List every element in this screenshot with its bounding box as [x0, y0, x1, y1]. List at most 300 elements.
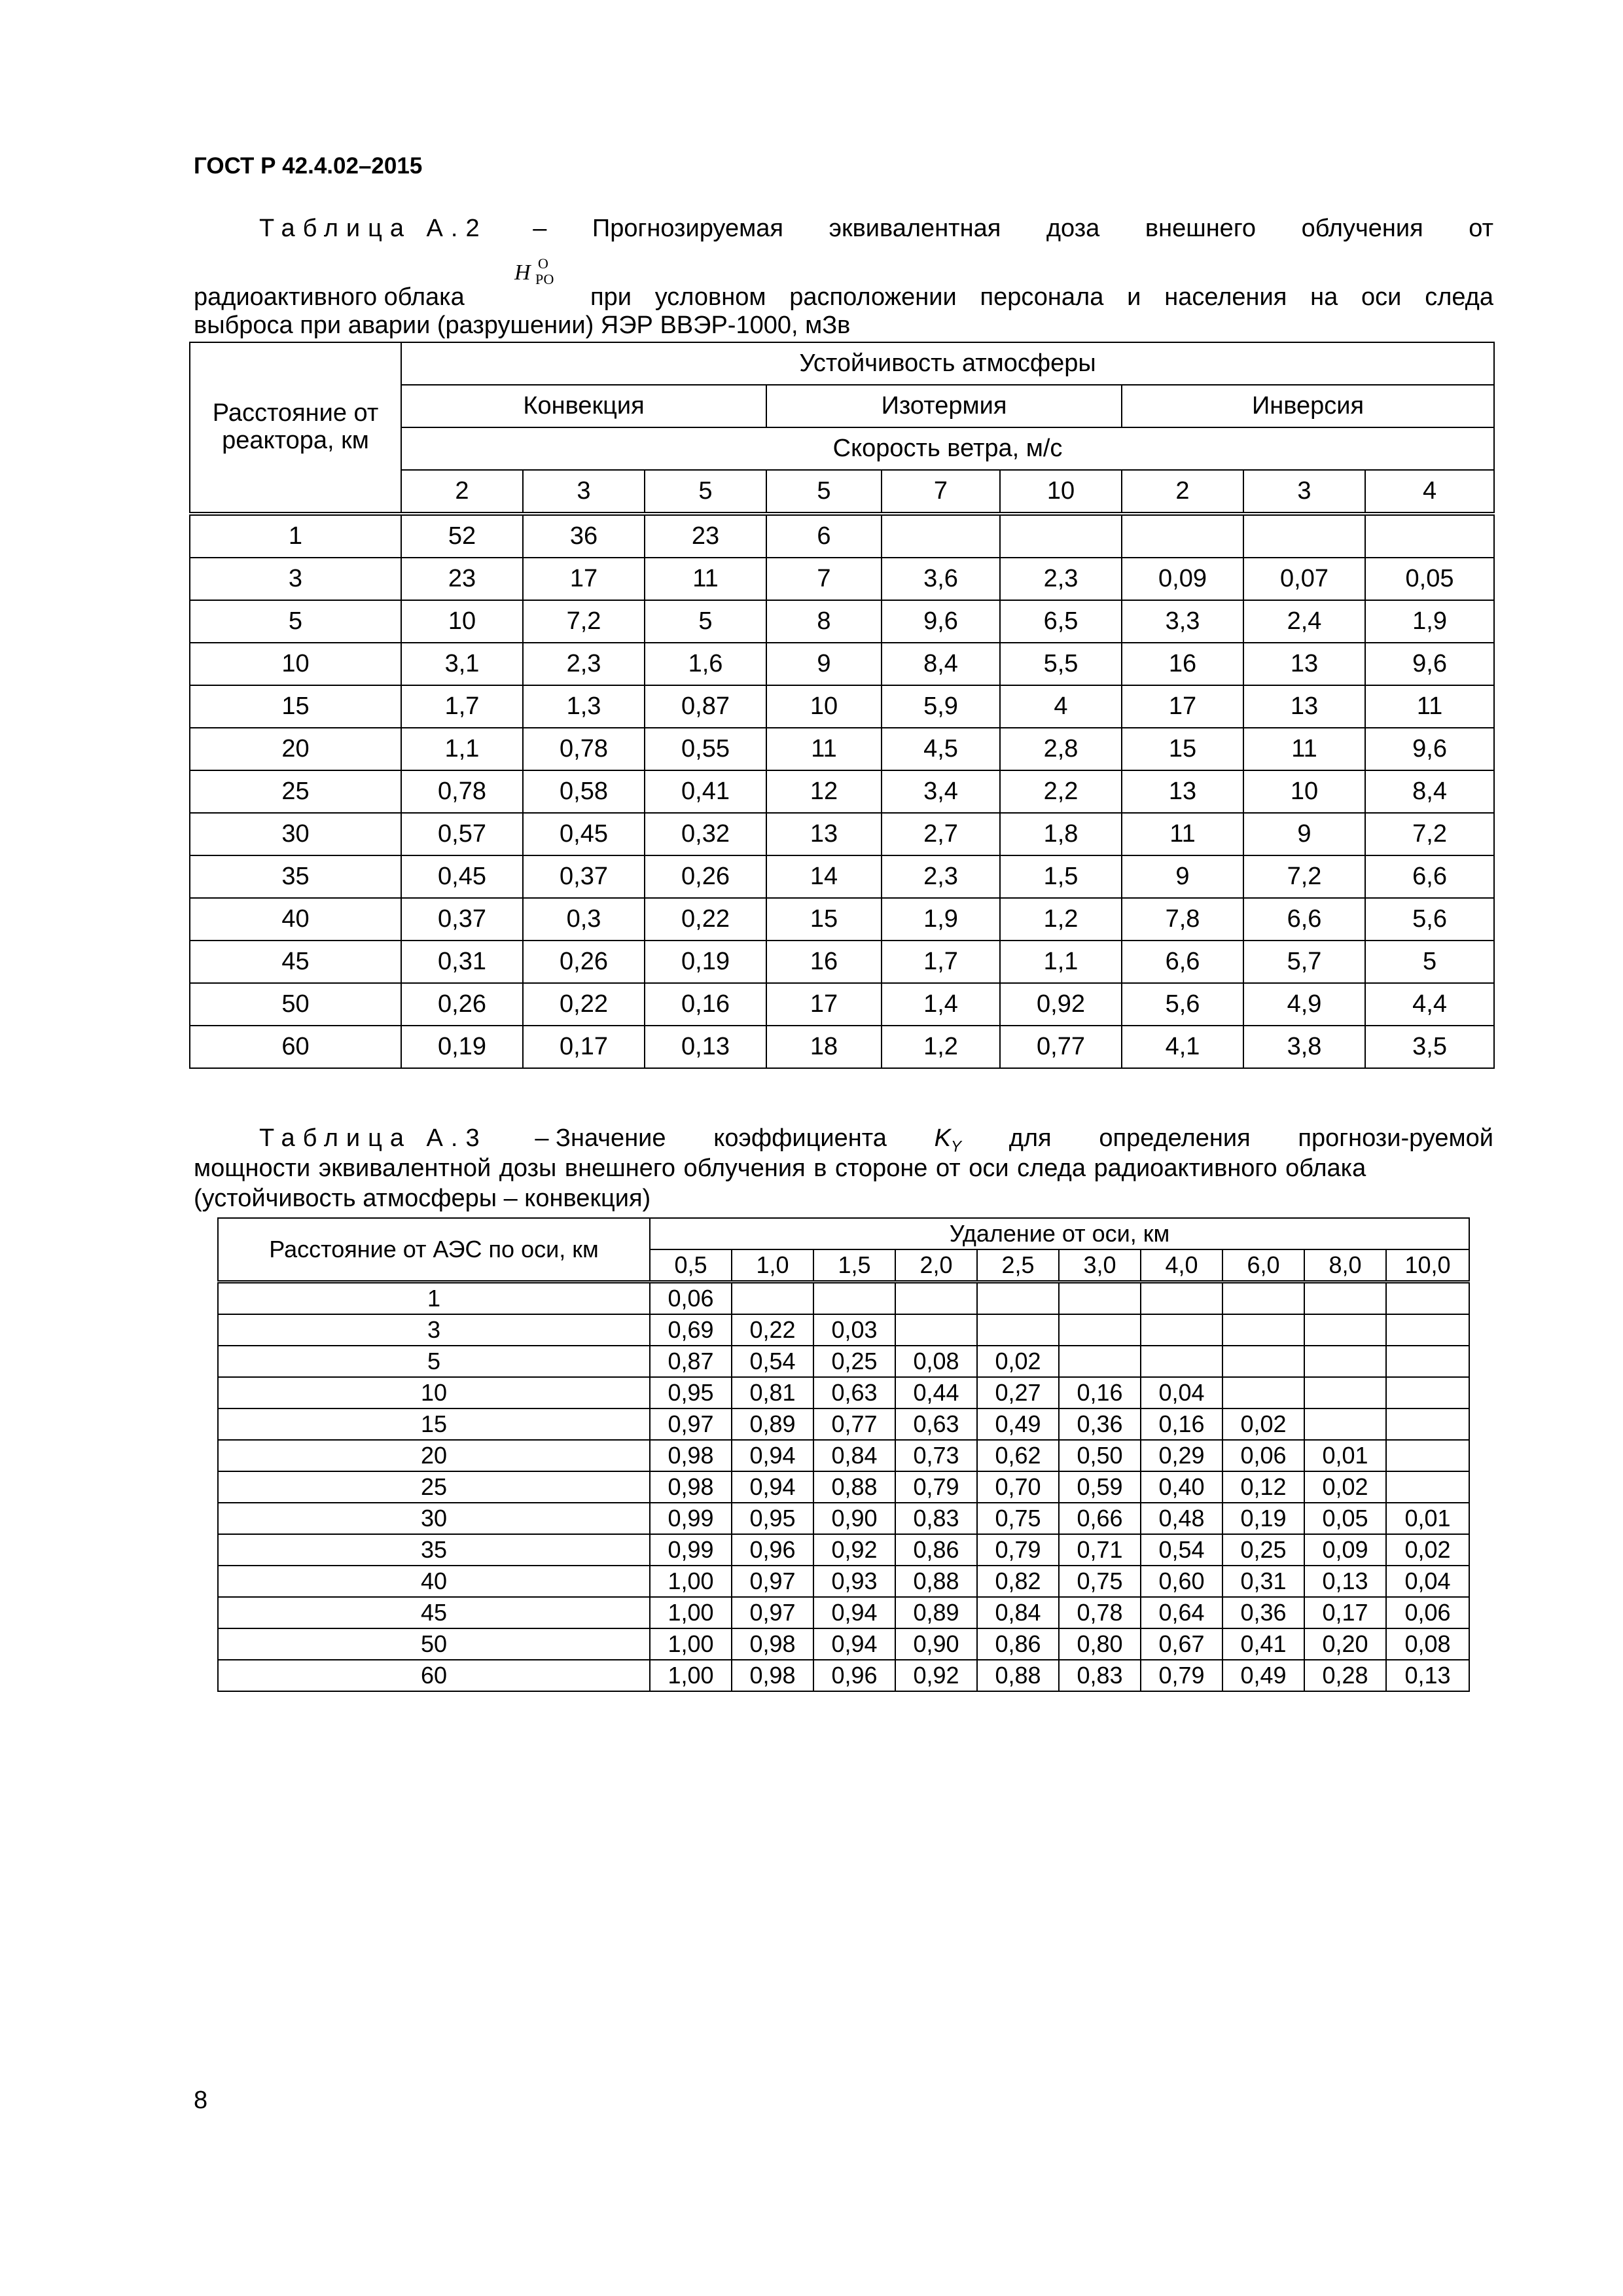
dose-cell: 13: [1122, 770, 1243, 813]
formula-subscript: РО: [535, 271, 554, 287]
coefficient-cell: 0,54: [732, 1346, 813, 1377]
dose-cell: 0,3: [523, 898, 645, 941]
distance-cell: 15: [190, 685, 401, 728]
coefficient-cell: 0,81: [732, 1377, 813, 1408]
coefficient-cell: 0,40: [1141, 1471, 1222, 1503]
dose-cell: 5,5: [1000, 643, 1122, 685]
dose-cell: 23: [645, 514, 766, 558]
coefficient-cell: 0,17: [1304, 1597, 1386, 1628]
coefficient-cell: 0,01: [1386, 1503, 1469, 1534]
coefficient-cell: 0,80: [1059, 1628, 1141, 1660]
dose-cell: 7,2: [1243, 855, 1365, 898]
dose-cell: 6,5: [1000, 600, 1122, 643]
offset-header: 2,0: [895, 1249, 977, 1282]
dose-cell: 0,19: [645, 941, 766, 983]
dose-cell: [1365, 514, 1494, 558]
dose-cell: 8: [766, 600, 882, 643]
coefficient-cell: 0,71: [1059, 1534, 1141, 1566]
coefficient-cell: 0,31: [1222, 1566, 1304, 1597]
table-a3-caption-line-3: [194, 1186, 1493, 1211]
coefficient-cell: 0,50: [1059, 1440, 1141, 1471]
coefficient-cell: [732, 1282, 813, 1315]
dose-cell: 1,9: [882, 898, 1000, 941]
coefficient-cell: 0,49: [977, 1408, 1059, 1440]
dose-formula: [514, 257, 567, 289]
distance-cell: 3: [218, 1314, 650, 1346]
dose-cell: 0,37: [401, 898, 523, 941]
table-row: [218, 1377, 1469, 1408]
header-inversion: Инверсия: [1122, 385, 1494, 427]
dose-cell: 0,22: [523, 983, 645, 1026]
dose-cell: 0,57: [401, 813, 523, 855]
row-header-distance: Расстояние от реактора, км: [190, 342, 401, 514]
dose-cell: 17: [523, 558, 645, 600]
coefficient-cell: [1059, 1346, 1141, 1377]
caption-word: расположении: [789, 283, 957, 311]
coefficient-cell: 0,36: [1059, 1408, 1141, 1440]
coefficient-cell: 0,13: [1386, 1660, 1469, 1691]
coefficient-cell: 0,08: [895, 1346, 977, 1377]
dose-cell: 13: [1243, 643, 1365, 685]
dose-cell: 36: [523, 514, 645, 558]
table-row: [218, 1282, 1469, 1315]
coefficient-cell: [1222, 1282, 1304, 1315]
caption-word: следа: [1425, 283, 1493, 311]
dose-cell: 10: [766, 685, 882, 728]
dose-cell: 18: [766, 1026, 882, 1068]
wind-speed-header: 5: [766, 470, 882, 514]
coefficient-cell: 0,66: [1059, 1503, 1141, 1534]
caption-word: –: [533, 215, 547, 242]
dose-cell: 0,32: [645, 813, 766, 855]
table-a2-caption-label: Таблица А.2: [259, 215, 488, 242]
dose-cell: 0,58: [523, 770, 645, 813]
dose-cell: 8,4: [882, 643, 1000, 685]
coefficient-cell: 0,59: [1059, 1471, 1141, 1503]
distance-cell: 20: [190, 728, 401, 770]
dose-cell: 0,16: [645, 983, 766, 1026]
coefficient-cell: [1141, 1346, 1222, 1377]
coefficient-cell: 0,92: [895, 1660, 977, 1691]
dose-cell: 1,1: [401, 728, 523, 770]
dose-cell: 2,4: [1243, 600, 1365, 643]
coefficient-cell: 0,75: [977, 1503, 1059, 1534]
table-a2-caption-line-3: [194, 313, 1493, 338]
coefficient-cell: 1,00: [650, 1660, 732, 1691]
dose-cell: 5,6: [1365, 898, 1494, 941]
table-a3-caption-line-1: [194, 1126, 1493, 1155]
dose-cell: [1000, 514, 1122, 558]
coefficient-cell: [1386, 1408, 1469, 1440]
coefficient-cell: 0,90: [813, 1503, 895, 1534]
coefficient-cell: 0,94: [813, 1628, 895, 1660]
coefficient-cell: 0,19: [1222, 1503, 1304, 1534]
dose-cell: 5,9: [882, 685, 1000, 728]
table-row: [218, 1346, 1469, 1377]
coefficient-cell: 0,04: [1141, 1377, 1222, 1408]
coefficient-cell: [1386, 1314, 1469, 1346]
table-row: [190, 941, 1494, 983]
dose-cell: 7,2: [1365, 813, 1494, 855]
distance-cell: 35: [190, 855, 401, 898]
table-row: [218, 1408, 1469, 1440]
page-number: 8: [194, 2087, 208, 2114]
coefficient-cell: 0,98: [732, 1660, 813, 1691]
dose-cell: 5: [1365, 941, 1494, 983]
dose-cell: 1,3: [523, 685, 645, 728]
caption-text: радиоактивного облака: [194, 283, 465, 311]
distance-cell: 45: [218, 1597, 650, 1628]
dose-cell: 0,78: [523, 728, 645, 770]
table-row: [218, 1660, 1469, 1691]
coefficient-cell: 0,73: [895, 1440, 977, 1471]
coefficient-cell: 0,83: [1059, 1660, 1141, 1691]
distance-cell: 15: [218, 1408, 650, 1440]
coefficient-cell: 0,44: [895, 1377, 977, 1408]
offset-header: 1,0: [732, 1249, 813, 1282]
distance-cell: 3: [190, 558, 401, 600]
coefficient-cell: 0,06: [650, 1282, 732, 1315]
table-a3: [217, 1217, 1470, 1692]
coefficient-cell: [895, 1314, 977, 1346]
coefficient-cell: [1386, 1346, 1469, 1377]
dose-cell: 9: [1243, 813, 1365, 855]
dose-cell: 5,7: [1243, 941, 1365, 983]
caption-word: условном: [654, 283, 766, 311]
dose-cell: 12: [766, 770, 882, 813]
coefficient-cell: 0,48: [1141, 1503, 1222, 1534]
coefficient-cell: 0,79: [895, 1471, 977, 1503]
coefficient-cell: 0,79: [977, 1534, 1059, 1566]
table-a2-caption: [194, 216, 1493, 347]
table-row: [190, 1026, 1494, 1068]
wind-speed-header: 10: [1000, 470, 1122, 514]
coefficient-symbol: [935, 1126, 961, 1155]
distance-cell: 40: [190, 898, 401, 941]
coefficient-cell: 1,00: [650, 1597, 732, 1628]
coefficient-cell: [1222, 1377, 1304, 1408]
offset-header: 1,5: [813, 1249, 895, 1282]
table-row: [190, 855, 1494, 898]
caption-word: от: [1469, 215, 1493, 242]
coefficient-cell: 0,69: [650, 1314, 732, 1346]
dose-cell: 3,3: [1122, 600, 1243, 643]
coefficient-cell: 0,02: [1304, 1471, 1386, 1503]
caption-word: коэффициента: [713, 1124, 887, 1152]
dose-cell: 9,6: [1365, 643, 1494, 685]
dose-cell: 11: [1365, 685, 1494, 728]
dose-cell: 1,7: [401, 685, 523, 728]
dose-cell: 0,17: [523, 1026, 645, 1068]
coefficient-cell: 0,25: [1222, 1534, 1304, 1566]
coefficient-cell: 0,63: [813, 1377, 895, 1408]
dose-cell: 52: [401, 514, 523, 558]
dose-cell: 23: [401, 558, 523, 600]
coefficient-cell: 0,20: [1304, 1628, 1386, 1660]
coefficient-cell: 0,64: [1141, 1597, 1222, 1628]
table-row: [190, 813, 1494, 855]
coefficient-cell: [1304, 1282, 1386, 1315]
offset-header: 8,0: [1304, 1249, 1386, 1282]
coefficient-cell: 0,99: [650, 1534, 732, 1566]
dose-cell: 3,4: [882, 770, 1000, 813]
table-row: [190, 643, 1494, 685]
table-row: [218, 1566, 1469, 1597]
dose-cell: 2,3: [882, 855, 1000, 898]
coefficient-cell: 0,94: [813, 1597, 895, 1628]
caption-word: доза: [1046, 215, 1100, 242]
dose-cell: 17: [1122, 685, 1243, 728]
dose-cell: 1,1: [1000, 941, 1122, 983]
dose-cell: 0,26: [523, 941, 645, 983]
coefficient-cell: 0,29: [1141, 1440, 1222, 1471]
dose-cell: 0,07: [1243, 558, 1365, 600]
dose-cell: 13: [1243, 685, 1365, 728]
header-axis-offset: Удаление от оси, км: [650, 1218, 1469, 1249]
coefficient-cell: 0,89: [895, 1597, 977, 1628]
coefficient-cell: 0,28: [1304, 1660, 1386, 1691]
header-isothermy: Изотермия: [766, 385, 1122, 427]
offset-header: 2,5: [977, 1249, 1059, 1282]
dose-cell: 1,6: [645, 643, 766, 685]
distance-cell: 50: [218, 1628, 650, 1660]
coefficient-cell: 0,99: [650, 1503, 732, 1534]
coef-sub: Y: [950, 1138, 961, 1156]
dose-cell: 13: [766, 813, 882, 855]
dose-cell: 9,6: [1365, 728, 1494, 770]
distance-cell: 10: [190, 643, 401, 685]
dose-cell: 9,6: [882, 600, 1000, 643]
coefficient-cell: 0,60: [1141, 1566, 1222, 1597]
offset-header: 3,0: [1059, 1249, 1141, 1282]
table-row: [218, 1534, 1469, 1566]
dose-cell: 6: [766, 514, 882, 558]
formula-superscript: О: [538, 255, 548, 272]
dose-cell: 0,13: [645, 1026, 766, 1068]
dose-cell: 14: [766, 855, 882, 898]
table-row: [190, 600, 1494, 643]
caption-word: – Значение: [535, 1124, 666, 1152]
coefficient-cell: 0,67: [1141, 1628, 1222, 1660]
dose-cell: 2,3: [1000, 558, 1122, 600]
distance-cell: 20: [218, 1440, 650, 1471]
dose-cell: 0,26: [645, 855, 766, 898]
table-row: [218, 1314, 1469, 1346]
caption-word: внешнего: [1145, 215, 1256, 242]
dose-cell: 0,87: [645, 685, 766, 728]
distance-cell: 5: [218, 1346, 650, 1377]
table-row: [218, 1471, 1469, 1503]
coefficient-cell: [1386, 1377, 1469, 1408]
dose-cell: 16: [1122, 643, 1243, 685]
dose-cell: [1243, 514, 1365, 558]
dose-cell: 2,2: [1000, 770, 1122, 813]
coefficient-cell: 0,88: [977, 1660, 1059, 1691]
coefficient-cell: 0,04: [1386, 1566, 1469, 1597]
coefficient-cell: 0,94: [732, 1440, 813, 1471]
caption-word: и: [1127, 283, 1141, 311]
caption-word: прогнози-руемой: [1298, 1124, 1493, 1152]
dose-cell: 11: [645, 558, 766, 600]
wind-speed-header: 5: [645, 470, 766, 514]
caption-word: населения: [1164, 283, 1287, 311]
dose-cell: 0,45: [523, 813, 645, 855]
coefficient-cell: [1141, 1282, 1222, 1315]
caption-word: определения: [1099, 1124, 1251, 1152]
dose-cell: 4,5: [882, 728, 1000, 770]
dose-cell: 1,8: [1000, 813, 1122, 855]
coefficient-cell: 1,00: [650, 1566, 732, 1597]
dose-cell: 6,6: [1243, 898, 1365, 941]
coefficient-cell: 0,98: [650, 1471, 732, 1503]
dose-cell: 0,31: [401, 941, 523, 983]
coefficient-cell: 0,27: [977, 1377, 1059, 1408]
coefficient-cell: 0,62: [977, 1440, 1059, 1471]
caption-word: оси: [1361, 283, 1402, 311]
coefficient-cell: 0,83: [895, 1503, 977, 1534]
formula-symbol: H: [514, 260, 531, 285]
distance-cell: 40: [218, 1566, 650, 1597]
coefficient-cell: 0,98: [650, 1440, 732, 1471]
coefficient-cell: [977, 1314, 1059, 1346]
coefficient-cell: 0,88: [813, 1471, 895, 1503]
dose-cell: 7: [766, 558, 882, 600]
coefficient-cell: [1059, 1314, 1141, 1346]
caption-word: на: [1310, 283, 1338, 311]
dose-cell: 3,1: [401, 643, 523, 685]
dose-cell: 1,7: [882, 941, 1000, 983]
dose-cell: 16: [766, 941, 882, 983]
coefficient-cell: 0,89: [732, 1408, 813, 1440]
dose-cell: 3,6: [882, 558, 1000, 600]
coefficient-cell: 0,12: [1222, 1471, 1304, 1503]
coefficient-cell: 0,96: [732, 1534, 813, 1566]
dose-cell: 1,2: [882, 1026, 1000, 1068]
dose-cell: 0,05: [1365, 558, 1494, 600]
dose-cell: 4,4: [1365, 983, 1494, 1026]
dose-cell: 11: [1122, 813, 1243, 855]
coefficient-cell: 0,98: [732, 1628, 813, 1660]
coefficient-cell: 0,25: [813, 1346, 895, 1377]
dose-cell: 2,8: [1000, 728, 1122, 770]
distance-cell: 30: [218, 1503, 650, 1534]
distance-cell: 25: [190, 770, 401, 813]
coefficient-cell: 0,06: [1222, 1440, 1304, 1471]
dose-cell: 10: [401, 600, 523, 643]
coefficient-cell: 0,87: [650, 1346, 732, 1377]
dose-cell: 1,5: [1000, 855, 1122, 898]
document-code: ГОСТ Р 42.4.02–2015: [194, 153, 423, 179]
coefficient-cell: 0,36: [1222, 1597, 1304, 1628]
caption-word: эквивалентная: [829, 215, 1001, 242]
table-row: [190, 898, 1494, 941]
offset-header: 6,0: [1222, 1249, 1304, 1282]
caption-word: облучения: [1301, 215, 1423, 242]
coefficient-cell: 0,90: [895, 1628, 977, 1660]
table-a2-caption-line-1: [194, 216, 1493, 241]
coefficient-cell: 0,41: [1222, 1628, 1304, 1660]
table-row: [190, 983, 1494, 1026]
table-a3-caption-label: Таблица А.3: [259, 1124, 488, 1152]
coefficient-cell: 0,97: [650, 1408, 732, 1440]
offset-header: 0,5: [650, 1249, 732, 1282]
dose-cell: 0,09: [1122, 558, 1243, 600]
coefficient-cell: 0,84: [813, 1440, 895, 1471]
coefficient-cell: [1304, 1377, 1386, 1408]
coefficient-cell: [977, 1282, 1059, 1315]
coefficient-cell: 0,13: [1304, 1566, 1386, 1597]
table-a2: [189, 342, 1495, 1069]
dose-cell: 0,92: [1000, 983, 1122, 1026]
coef-letter: K: [934, 1124, 951, 1152]
coefficient-cell: 0,75: [1059, 1566, 1141, 1597]
coefficient-cell: 0,63: [895, 1408, 977, 1440]
coefficient-cell: 0,22: [732, 1314, 813, 1346]
dose-cell: 1,4: [882, 983, 1000, 1026]
distance-cell: 1: [218, 1282, 650, 1315]
wind-speed-header: 3: [1243, 470, 1365, 514]
dose-cell: 0,26: [401, 983, 523, 1026]
distance-cell: 35: [218, 1534, 650, 1566]
coefficient-cell: 0,79: [1141, 1660, 1222, 1691]
table-a3-caption: [194, 1126, 1493, 1217]
distance-cell: 10: [218, 1377, 650, 1408]
table-row: [190, 514, 1494, 558]
coefficient-cell: 0,01: [1304, 1440, 1386, 1471]
table-row: [218, 1628, 1469, 1660]
table-row: [218, 1440, 1469, 1471]
dose-cell: 5: [645, 600, 766, 643]
dose-cell: 15: [1122, 728, 1243, 770]
coefficient-cell: 0,92: [813, 1534, 895, 1566]
header-convection: Конвекция: [401, 385, 766, 427]
coefficient-cell: 0,77: [813, 1408, 895, 1440]
dose-cell: 5,6: [1122, 983, 1243, 1026]
coefficient-cell: 1,00: [650, 1628, 732, 1660]
table-row: [190, 770, 1494, 813]
header-stability: Устойчивость атмосферы: [401, 342, 1494, 385]
dose-cell: 7,8: [1122, 898, 1243, 941]
table-row: [218, 1597, 1469, 1628]
coefficient-cell: [1304, 1314, 1386, 1346]
distance-cell: 30: [190, 813, 401, 855]
coefficient-cell: [1386, 1440, 1469, 1471]
coefficient-cell: [1222, 1346, 1304, 1377]
dose-cell: 4: [1000, 685, 1122, 728]
table-row: [190, 558, 1494, 600]
dose-cell: 4,1: [1122, 1026, 1243, 1068]
coefficient-cell: 0,06: [1386, 1597, 1469, 1628]
dose-cell: 0,22: [645, 898, 766, 941]
table-a3-caption-line-2: [194, 1156, 1493, 1181]
dose-cell: 9: [766, 643, 882, 685]
table-a2-caption-line-2-right: [590, 285, 1493, 310]
dose-cell: [1122, 514, 1243, 558]
coefficient-cell: [813, 1282, 895, 1315]
dose-cell: 6,6: [1365, 855, 1494, 898]
dose-cell: 2,7: [882, 813, 1000, 855]
offset-header: 10,0: [1386, 1249, 1469, 1282]
coefficient-cell: 0,78: [1059, 1597, 1141, 1628]
coefficient-cell: 0,95: [650, 1377, 732, 1408]
dose-cell: 0,45: [401, 855, 523, 898]
caption-word: Прогнозируемая: [592, 215, 783, 242]
wind-speed-header: 7: [882, 470, 1000, 514]
dose-cell: 0,55: [645, 728, 766, 770]
dose-cell: 0,37: [523, 855, 645, 898]
dose-cell: [882, 514, 1000, 558]
coefficient-cell: 0,16: [1059, 1377, 1141, 1408]
